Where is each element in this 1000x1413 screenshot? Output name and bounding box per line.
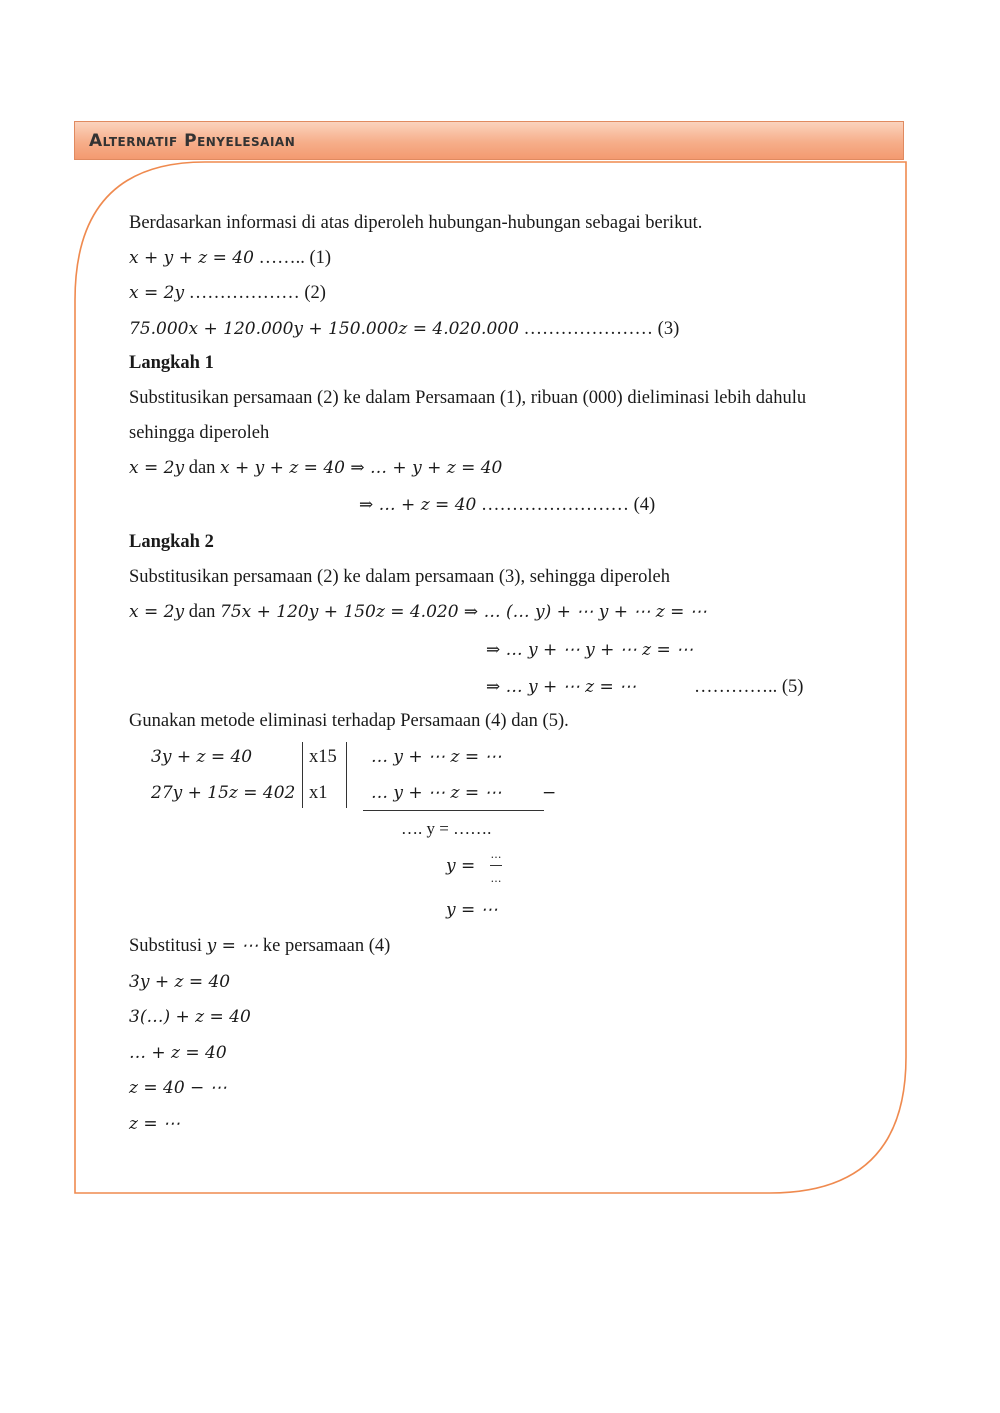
equation-2 xyxy=(129,283,326,304)
step-2-l1-d: ⇒ … (… y) + ⋯ y + ⋯ z = ⋯ xyxy=(458,602,707,622)
step-2-line-1 xyxy=(129,602,707,623)
equation-1 xyxy=(129,248,331,269)
subst-line-4: z = 40 − ⋯ xyxy=(129,1078,227,1098)
equation-2-expr: x = 2y xyxy=(129,283,185,303)
step-1-desc-line1: Substitusikan persamaan (2) ke dalam Persamaan (1), ribuan (000) dieliminasi lebih dahulu xyxy=(129,388,807,408)
y-final: y = ⋯ xyxy=(446,900,498,920)
subst-line-1: 3y + z = 40 xyxy=(129,972,231,992)
subst-line-2: 3(…) + z = 40 xyxy=(129,1007,251,1027)
subst-intro-b: y = ⋯ xyxy=(206,936,259,956)
section-title: Alternatif Penyelesaian xyxy=(89,131,296,151)
equation-3-expr: 75.000x + 120.000y + 150.000z = 4.020.000 xyxy=(129,319,519,339)
step-2-desc: Substitusikan persamaan (2) ke dalam persamaan (3), sehingga diperoleh xyxy=(129,567,670,587)
elim-row-1: 3y + z = 40 xyxy=(151,747,253,767)
equation-1-expr: x + y + z = 40 xyxy=(129,248,254,268)
step-1-l1-d: ⇒ … + y + z = 40 xyxy=(344,458,503,478)
step-1-line-2 xyxy=(359,495,655,516)
elim-row-2: 27y + 15z = 402 xyxy=(151,783,296,803)
multiplier-divider-right xyxy=(346,742,347,808)
step-2-l1-c: 75x + 120y + 150z = 4.020 xyxy=(220,602,459,622)
equation-2-ref: ……………… (2) xyxy=(184,283,326,303)
minus-sign: − xyxy=(542,783,557,803)
intro-text: Berdasarkan informasi di atas diperoleh hubungan-hubungan sebagai berikut. xyxy=(129,213,703,233)
subst-intro-a: Substitusi xyxy=(129,936,207,956)
subst-line-5: z = ⋯ xyxy=(129,1114,181,1134)
step-1-desc-line2: sehingga diperoleh xyxy=(129,423,270,443)
equation-3-ref: ………………… (3) xyxy=(518,319,680,339)
subst-intro-c: ke persamaan (4) xyxy=(258,936,391,956)
elim-result-row-2: … y + ⋯ z = ⋯ xyxy=(371,783,502,803)
y-fraction-lhs: y = xyxy=(446,856,476,876)
step-1-l1-c: x + y + z = 40 xyxy=(220,458,345,478)
step-1-title: Langkah 1 xyxy=(129,353,214,373)
fraction-numerator: … xyxy=(490,848,502,861)
elim-result-row-1: … y + ⋯ z = ⋯ xyxy=(371,747,502,767)
equation-1-ref: …….. (1) xyxy=(253,248,332,268)
multiplier-2: x1 xyxy=(309,783,328,803)
substitution-intro xyxy=(129,936,390,957)
subst-line-3: … + z = 40 xyxy=(129,1043,227,1063)
step-1-l2-a: ⇒ … + z = 40 xyxy=(359,495,477,515)
step-1-l2-b: …………………… (4) xyxy=(476,495,656,515)
multiplier-1: x15 xyxy=(309,747,337,767)
step-1-l1-b: dan xyxy=(184,458,221,478)
equation-3 xyxy=(129,319,679,340)
step-2-l3-a: ⇒ … y + ⋯ z = ⋯ xyxy=(486,677,637,697)
step-2-l1-b: dan xyxy=(184,602,221,622)
multiplier-divider-left xyxy=(302,742,303,808)
elim-subtraction-result: …. y = ……. xyxy=(401,819,492,838)
step-2-line-3-ref: ………….. (5) xyxy=(694,677,804,697)
fraction-denominator: … xyxy=(490,872,502,885)
step-2-line-3 xyxy=(486,677,636,698)
step-2-line-2: ⇒ … y + ⋯ y + ⋯ z = ⋯ xyxy=(486,640,694,660)
step-2-l1-a: x = 2y xyxy=(129,602,185,622)
step-1-l1-a: x = 2y xyxy=(129,458,185,478)
elimination-intro: Gunakan metode eliminasi terhadap Persamaan (4) dan (5). xyxy=(129,711,569,731)
fraction-bar xyxy=(490,865,502,866)
step-1-line-1 xyxy=(129,458,502,479)
step-2-title: Langkah 2 xyxy=(129,532,214,552)
subtraction-line xyxy=(363,810,544,811)
